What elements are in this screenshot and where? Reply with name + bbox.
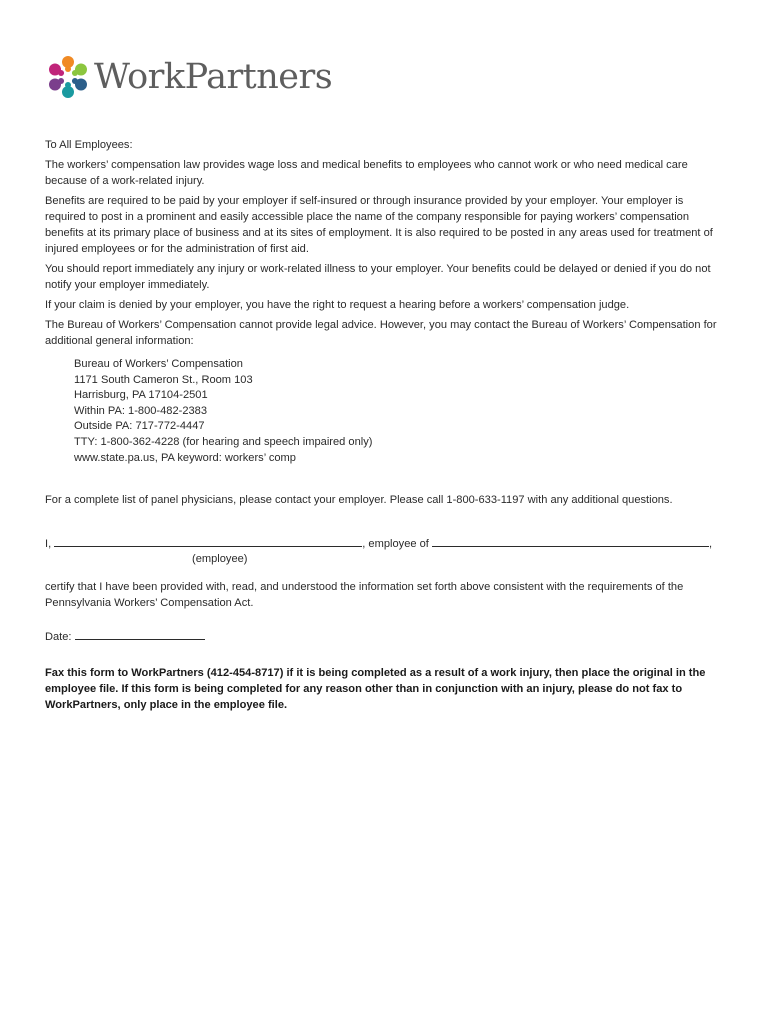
employer-name-field[interactable] — [432, 534, 709, 547]
signature-line — [45, 534, 725, 552]
sign-suffix: , — [708, 538, 713, 551]
paragraph-benefits-overview: The workers’ compensation law provides wage loss and medical benefits to employees who cannot work or who need medical care because of a work-related injury. — [45, 159, 688, 187]
letter-body — [45, 137, 725, 713]
bureau-address — [74, 357, 725, 466]
paragraph-bureau-contact: The Bureau of Workers’ Compensation cannot provide legal advice. However, you may contact the Bureau of Workers’ Compensation for additional general information: — [45, 319, 717, 347]
workpartners-logo-icon — [44, 53, 92, 101]
paragraph-claim-denied: If your claim is denied by your employer, you have the right to request a hearing before a workers’ compensation judge. — [45, 299, 630, 311]
address-line: Outside PA: 717-772-4447 — [74, 420, 205, 433]
sign-middle: , employee of — [362, 538, 429, 551]
panel-physicians-note: For a complete list of panel physicians, please contact your employer. Please call 1-800-633-1197 with any additional questions. — [45, 494, 673, 507]
employee-label: (employee) — [192, 553, 248, 566]
paragraph-report-injury: You should report immediately any injury or work-related illness to your employer. Your benefits could be delayed or denied if you do not notify your employer immediately. — [45, 263, 711, 291]
logo — [44, 52, 332, 102]
logo-text: WorkPartners — [94, 57, 333, 97]
address-line: Within PA: 1-800-482-2383 — [74, 404, 207, 417]
employee-name-field[interactable] — [54, 534, 362, 547]
date-label: Date: — [45, 631, 72, 644]
salutation: To All Employees: — [45, 139, 133, 151]
address-line: Harrisburg, PA 17104-2501 — [74, 389, 208, 402]
date-line — [45, 627, 725, 645]
certification-text: certify that I have been provided with, read, and understood the information set forth above consistent with the requirements of the Pennsylvania Workers’ Compensation Act. — [45, 581, 684, 610]
paragraph-employer-obligations: Benefits are required to be paid by your employer if self-insured or through insurance provided by your employer. Your employer is required to post in a prominent and easily accessible place the name of the company responsible for paying workers’ compensation benefits at its primary place of business and at its sites of employment. It is also required to be posted in any areas used for treatment of injured employees or for the administration of first aid. — [45, 195, 713, 255]
address-line: www.state.pa.us, PA keyword: workers’ comp — [74, 451, 296, 464]
address-line: Bureau of Workers’ Compensation — [74, 358, 243, 370]
sign-prefix: I, — [45, 538, 52, 551]
address-line: TTY: 1-800-362-4228 (for hearing and speech impaired only) — [74, 435, 373, 448]
date-field[interactable] — [75, 627, 205, 640]
fax-instructions: Fax this form to WorkPartners (412-454-8717) if it is being completed as a result of a work injury, then place the original in the employee file. If this form is being completed for any reason other than in conjunction with an injury, please do not fax to WorkPartners, only place in the employee file. — [45, 667, 706, 712]
address-line: 1171 South Cameron St., Room 103 — [74, 373, 253, 386]
